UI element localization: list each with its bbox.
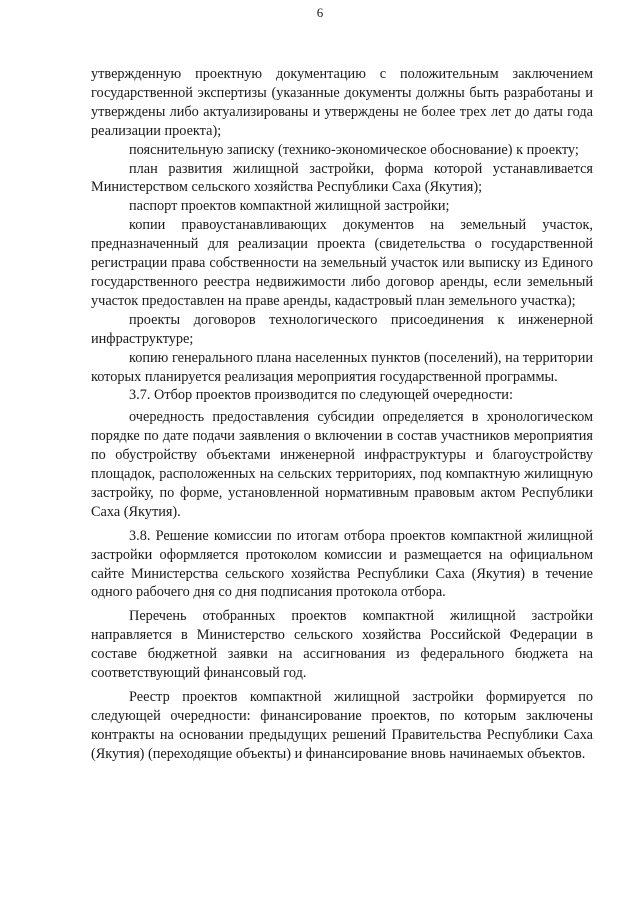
paragraph-subsidy-order: очередность предоставления субсидии определяется в хронологическом порядке по дате подачи заявления о включении в состав участников мероприятия по обустройству объектами инженерной инфраструктуры и благоустройству площадок, расположенных на сельских территориях, под компактную жилищную застройку, по форме, установленной нормативным правовым актом Республики Саха (Якутия). xyxy=(91,409,593,520)
paragraph-projects-registry: Реестр проектов компактной жилищной застройки формируется по следующей очередности: финансирование проектов, по которым заключены контракты на основании предыдущих решений Правительства Республики Саха (Якутия) (переходящие объекты) и финансирование вновь начинаемых объектов. xyxy=(91,689,593,762)
paragraph-connection-contracts: проекты договоров технологического присоединения к инженерной инфраструктуре; xyxy=(91,311,593,347)
paragraph-selected-projects-list: Перечень отобранных проектов компактной жилищной застройки направляется в Министерство сельского хозяйства Российской Федерации в составе бюджетной заявки на ассигнования из федерального бюджета на соответствующий финансовый год. xyxy=(91,608,593,682)
paragraph-explanatory-note: пояснительную записку (технико-экономическое обоснование) к проекту; xyxy=(129,141,579,158)
page-number: 6 xyxy=(316,5,324,20)
paragraph-section-3-8: 3.8. Решение комиссии по итогам отбора проектов компактной жилищной застройки оформляется протоколом комиссии и размещается на официальном сайте Министерства сельского хозяйства Республики Саха (Якутия) в течение одного рабочего дня со дня подписания протокола отбора. xyxy=(91,527,593,601)
document-body xyxy=(91,65,593,764)
paragraph-land-documents: копии правоустанавливающих документов на земельный участок, предназначенный для реализации проекта (свидетельства о государственной регистрации права собственности на земельный участок или выписку из Единого государственного реестра недвижимости либо договор аренды, если земельный участок предоставлен на праве аренды, кадастровый план земельного участка); xyxy=(91,217,593,309)
paragraph-design-documentation: утвержденную проектную документацию с положительным заключением государственной экспертизы (указанные документы должны быть разработаны и утверждены либо актуализированы и утверждены не более трех лет до даты года реализации проекта); xyxy=(91,66,593,139)
paragraph-section-3-7: 3.7. Отбор проектов производится по следующей очередности: xyxy=(129,387,513,404)
paragraph-housing-plan: план развития жилищной застройки, форма которой устанавливается Министерством сельского хозяйства Республики Саха (Якутия); xyxy=(91,160,593,196)
paragraph-project-passport: паспорт проектов компактной жилищной застройки; xyxy=(129,198,450,215)
paragraph-general-plan: копию генерального плана населенных пунктов (поселений), на территории которых планируется реализация мероприятия государственной программы. xyxy=(91,349,593,385)
